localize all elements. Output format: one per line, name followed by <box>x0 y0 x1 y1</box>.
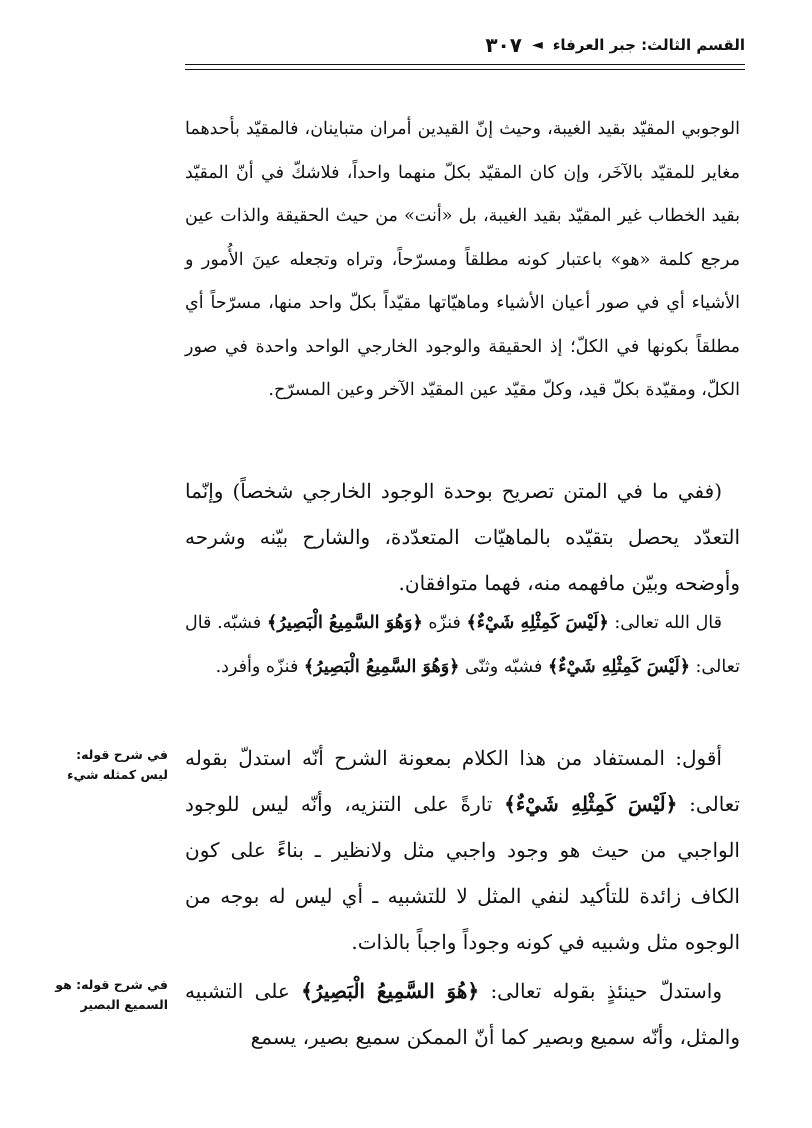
text-run: على التشبيه والمثل، وأنّه سميع وبصير كما أنّ الممكن سميع بصير، يسمع <box>185 979 740 1049</box>
header-title: القسم الثالث: جبر العرفاء <box>552 36 745 54</box>
main-text <box>185 735 740 965</box>
text-run: فشبّه. قال تعالى: <box>185 613 740 677</box>
main-text: (ففي ما في المتن تصريح بوحدة الوجود الخارجي شخصاً) وإنّما التعدّد يحصل بتقيّده بالماهيّات المتعدّدة، والشارح بيّنه وشرحه وأوضحه وبيّن مافهمه منه، فهما متوافقان. <box>185 479 740 595</box>
text-run: واستدلّ حينئذٍ بقوله تعالى: <box>479 979 723 1003</box>
text-run: فنزّه <box>422 613 467 633</box>
quoted-passage <box>185 602 740 689</box>
quran-verse: ﴿لَيْسَ كَمِثْلِهِ شَيْءٌ﴾ <box>466 613 609 633</box>
quran-verse: ﴿لَيْسَ كَمِثْلِهِ شَيْءٌ﴾ <box>547 656 690 677</box>
commentary-paragraph-2 <box>185 602 740 689</box>
main-text-paragraph-2 <box>185 735 740 965</box>
text-run: تارةً على التنزيه، وأنّه ليس للوجود الواجبي من حيث هو وجود واجبي مثل ولانظير ـ بناءً على كون الكاف زائدة للتأكيد لنفي المثل لا للتشبيه ـ أي ليس له بوجه من الوجوه مثل وشبيه في كونه وجوداً واجباً بالذات. <box>185 792 740 954</box>
main-text-paragraph-1 <box>185 468 740 606</box>
commentary-text: الوجوبي المقيّد بقيد الغيبة، وحيث إنّ القيدين أمران متباينان، فالمقيّد بأحدهما مغاير للمقيّد بالآخَر، وإن كان المقيّد بكلّ منهما واحداً، فلاشكّ في أنّ المقيّد بقيد الخطاب غير المقيّد بقيد الغيبة، بل «أنت» من حيث الحقيقة والذات عين مرجع كلمة «هو» باعتبار كونه مطلقاً ومسرّحاً، وتراه وتجعله عينَ الأُمور و الأشياء أي في صور أعيان الأشياء وماهيّاتها مقيّداً بكلّ واحد منها، مسرّحاً أي مطلقاً بكونها في الكلّ؛ إذ الحقيقة والوجود الخارجي الواحد واحدة في صور الكلّ، ومقيّدة بكلّ قيد، وكلّ مقيّد عين المقيّد الآخر وعين المسرّح. <box>185 119 740 400</box>
text-run: فشبّه وثنّى <box>459 656 548 677</box>
page-number: ٣٠٧ <box>485 33 522 57</box>
quran-verse: ﴿وَهُوَ السَّمِيعُ الْبَصِيرُ﴾ <box>303 656 460 677</box>
quran-verse: ﴿وَهُوَ السَّمِيعُ الْبَصِيرُ﴾ <box>266 613 423 633</box>
header-rule-thick <box>185 64 745 65</box>
main-text-paragraph-3 <box>185 968 740 1060</box>
header-rule-thin <box>185 69 745 70</box>
triangle-marker-icon: ◄ <box>531 37 543 53</box>
quran-verse: ﴿هُوَ السَّمِيعُ الْبَصِيرُ﴾ <box>301 979 480 1003</box>
text-run: أقول: المستفاد من هذا الكلام بمعونة الشرح أنّه استدلّ بقوله تعالى: <box>185 746 740 816</box>
main-text <box>185 968 740 1060</box>
text-run: فنزّه وأفرد. <box>215 656 304 677</box>
commentary-paragraph-1 <box>185 108 740 413</box>
running-header <box>185 30 745 60</box>
margin-note-1: في شرح قوله: ليس كمثله شيء <box>67 747 168 782</box>
margin-note-2: في شرح قوله: هو السميع البصير <box>55 977 168 1012</box>
quran-verse: ﴿لَيْسَ كَمِثْلِهِ شَيْءٌ﴾ <box>504 792 678 816</box>
text-run: قال الله تعالى: <box>608 613 722 633</box>
